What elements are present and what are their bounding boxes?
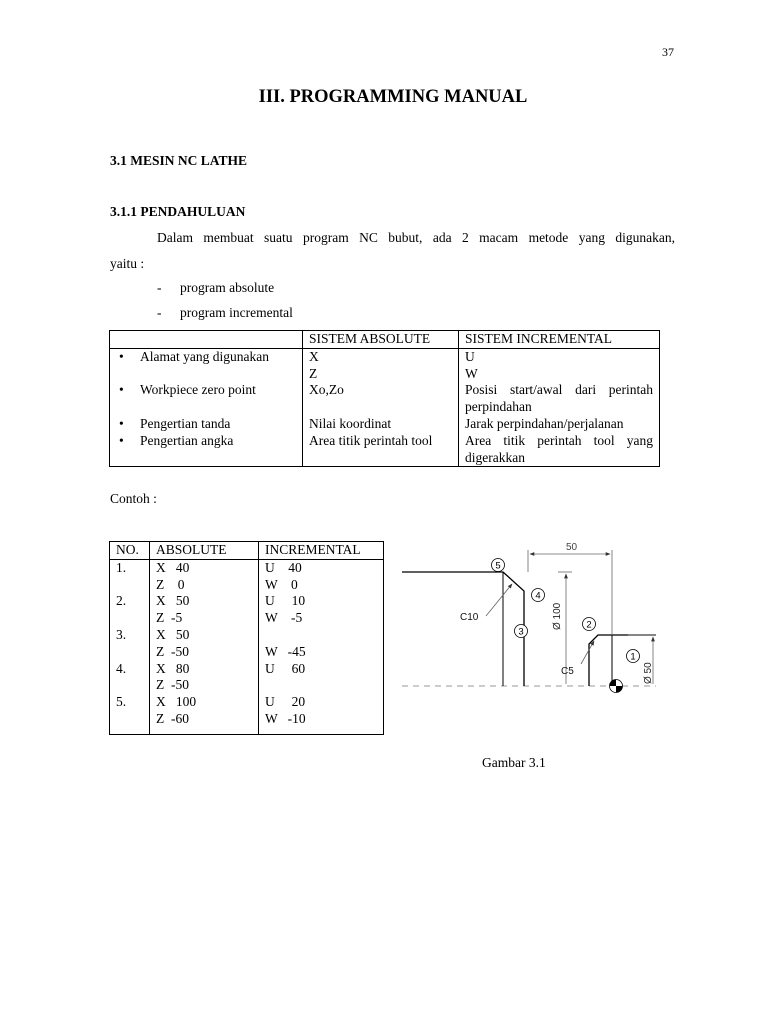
- header-cell-incremental: SISTEM INCREMENTAL: [459, 331, 660, 349]
- row-label: Workpiece zero point: [140, 382, 256, 398]
- cell-incremental: U 40: [259, 559, 384, 576]
- cell-text: W: [465, 365, 478, 381]
- cell-text: X: [309, 348, 319, 364]
- table-row-spacer: [110, 728, 384, 735]
- table-row: [110, 593, 384, 610]
- header-cell-absolute: SISTEM ABSOLUTE: [303, 331, 459, 349]
- cell-no: 2.: [110, 593, 150, 610]
- table-row: [110, 644, 384, 661]
- cell-absolute: X 80: [150, 661, 259, 678]
- cell-no: [110, 711, 150, 728]
- origin-marker-icon: [610, 680, 623, 693]
- cell-absolute: Z -60: [150, 711, 259, 728]
- bullet: •: [119, 382, 124, 398]
- incremental-cell: [459, 348, 660, 467]
- cell-absolute: X 40: [150, 559, 259, 576]
- cell-absolute: Z -50: [150, 677, 259, 694]
- point-marker-2: [583, 618, 596, 631]
- svg-text:5: 5: [495, 560, 501, 572]
- cell-text: Jarak perpindahan/perjalanan: [465, 415, 624, 431]
- cell-incremental: U 20: [259, 694, 384, 711]
- svg-text:3: 3: [518, 626, 524, 638]
- chamfer-label-c5: C5: [561, 666, 574, 677]
- cell-incremental: W -10: [259, 711, 384, 728]
- point-marker-3: [515, 625, 528, 638]
- table-header-row: [110, 331, 660, 349]
- header-absolute: ABSOLUTE: [150, 542, 259, 560]
- cell-incremental: U 60: [259, 661, 384, 678]
- table-row: [110, 711, 384, 728]
- row-label-cell: [110, 348, 303, 467]
- bullet: •: [119, 415, 124, 431]
- header-incremental: INCREMENTAL: [259, 542, 384, 560]
- intro-paragraph-line2: yaitu :: [110, 256, 145, 271]
- table-row: [110, 694, 384, 711]
- cell-no: [110, 610, 150, 627]
- subsection-title: 3.1.1 PENDAHULUAN: [110, 204, 246, 219]
- example-table: [109, 541, 384, 735]
- cell-incremental: [259, 677, 384, 694]
- cell-incremental: W -45: [259, 644, 384, 661]
- cell-no: [110, 577, 150, 594]
- section-title: 3.1 MESIN NC LATHE: [110, 153, 248, 168]
- row-label: Pengertian angka: [140, 432, 234, 448]
- bullet: •: [119, 348, 124, 364]
- dim-label-d100: Ø 100: [552, 602, 563, 630]
- table-row: [110, 627, 384, 644]
- example-label: Contoh :: [110, 491, 157, 506]
- header-cell-empty: [110, 331, 303, 349]
- cell-absolute: X 100: [150, 694, 259, 711]
- bullet: •: [119, 432, 124, 448]
- cell-text: Xo,Zo: [309, 382, 344, 398]
- cell-text: digerakkan: [465, 449, 525, 465]
- cell-absolute: X 50: [150, 627, 259, 644]
- row-label: Alamat yang digunakan: [140, 348, 269, 364]
- system-comparison-table: [109, 330, 660, 467]
- table-header-row: [110, 542, 384, 560]
- table-row: [110, 610, 384, 627]
- table-row: [110, 348, 660, 467]
- cell-incremental: W -5: [259, 610, 384, 627]
- cell-no: [110, 677, 150, 694]
- lathe-profile-figure: [398, 534, 660, 694]
- cell-text: U: [465, 348, 475, 364]
- dim-label-d50: Ø 50: [643, 662, 654, 684]
- cell-absolute: Z -5: [150, 610, 259, 627]
- figure-caption: Gambar 3.1: [482, 755, 546, 770]
- cell-no: 4.: [110, 661, 150, 678]
- cell-incremental: U 10: [259, 593, 384, 610]
- absolute-cell: [303, 348, 459, 467]
- list-dash: -: [157, 305, 162, 320]
- cell-text: Area titik perintah tool yang: [465, 432, 653, 448]
- cell-incremental: [259, 627, 384, 644]
- list-item-incremental: program incremental: [180, 305, 293, 320]
- table-row: [110, 661, 384, 678]
- cell-text: Area titik perintah tool: [309, 432, 433, 448]
- point-marker-1: [627, 650, 640, 663]
- cell-no: [110, 644, 150, 661]
- intro-paragraph-line1: Dalam membuat suatu program NC bubut, ada 2 macam metode yang digunakan,: [157, 230, 675, 245]
- cell-no: 5.: [110, 694, 150, 711]
- point-marker-4: [532, 589, 545, 602]
- list-item-absolute: program absolute: [180, 280, 275, 295]
- cell-text: Posisi start/awal dari perintah: [465, 382, 653, 398]
- dim-label-50: 50: [566, 542, 578, 553]
- cell-text: perpindahan: [465, 399, 532, 415]
- cell-no: 1.: [110, 559, 150, 576]
- table-row: [110, 559, 384, 576]
- cell-absolute: Z 0: [150, 577, 259, 594]
- point-marker-5: [492, 559, 505, 572]
- cell-absolute: X 50: [150, 593, 259, 610]
- chapter-title: III. PROGRAMMING MANUAL: [258, 87, 528, 107]
- page-number: 37: [662, 45, 674, 59]
- list-dash: -: [157, 280, 162, 295]
- cell-text: Z: [309, 365, 318, 381]
- chamfer-label-c10: C10: [460, 612, 479, 623]
- svg-text:4: 4: [535, 590, 541, 602]
- table-row: [110, 677, 384, 694]
- cell-no: 3.: [110, 627, 150, 644]
- svg-text:2: 2: [586, 619, 592, 631]
- cell-text: Nilai koordinat: [309, 415, 392, 431]
- cell-absolute: Z -50: [150, 644, 259, 661]
- svg-text:1: 1: [630, 651, 636, 663]
- header-no: NO.: [110, 542, 150, 560]
- table-row: [110, 577, 384, 594]
- profile-d100: [402, 572, 524, 686]
- cell-incremental: W 0: [259, 577, 384, 594]
- row-label: Pengertian tanda: [140, 415, 231, 431]
